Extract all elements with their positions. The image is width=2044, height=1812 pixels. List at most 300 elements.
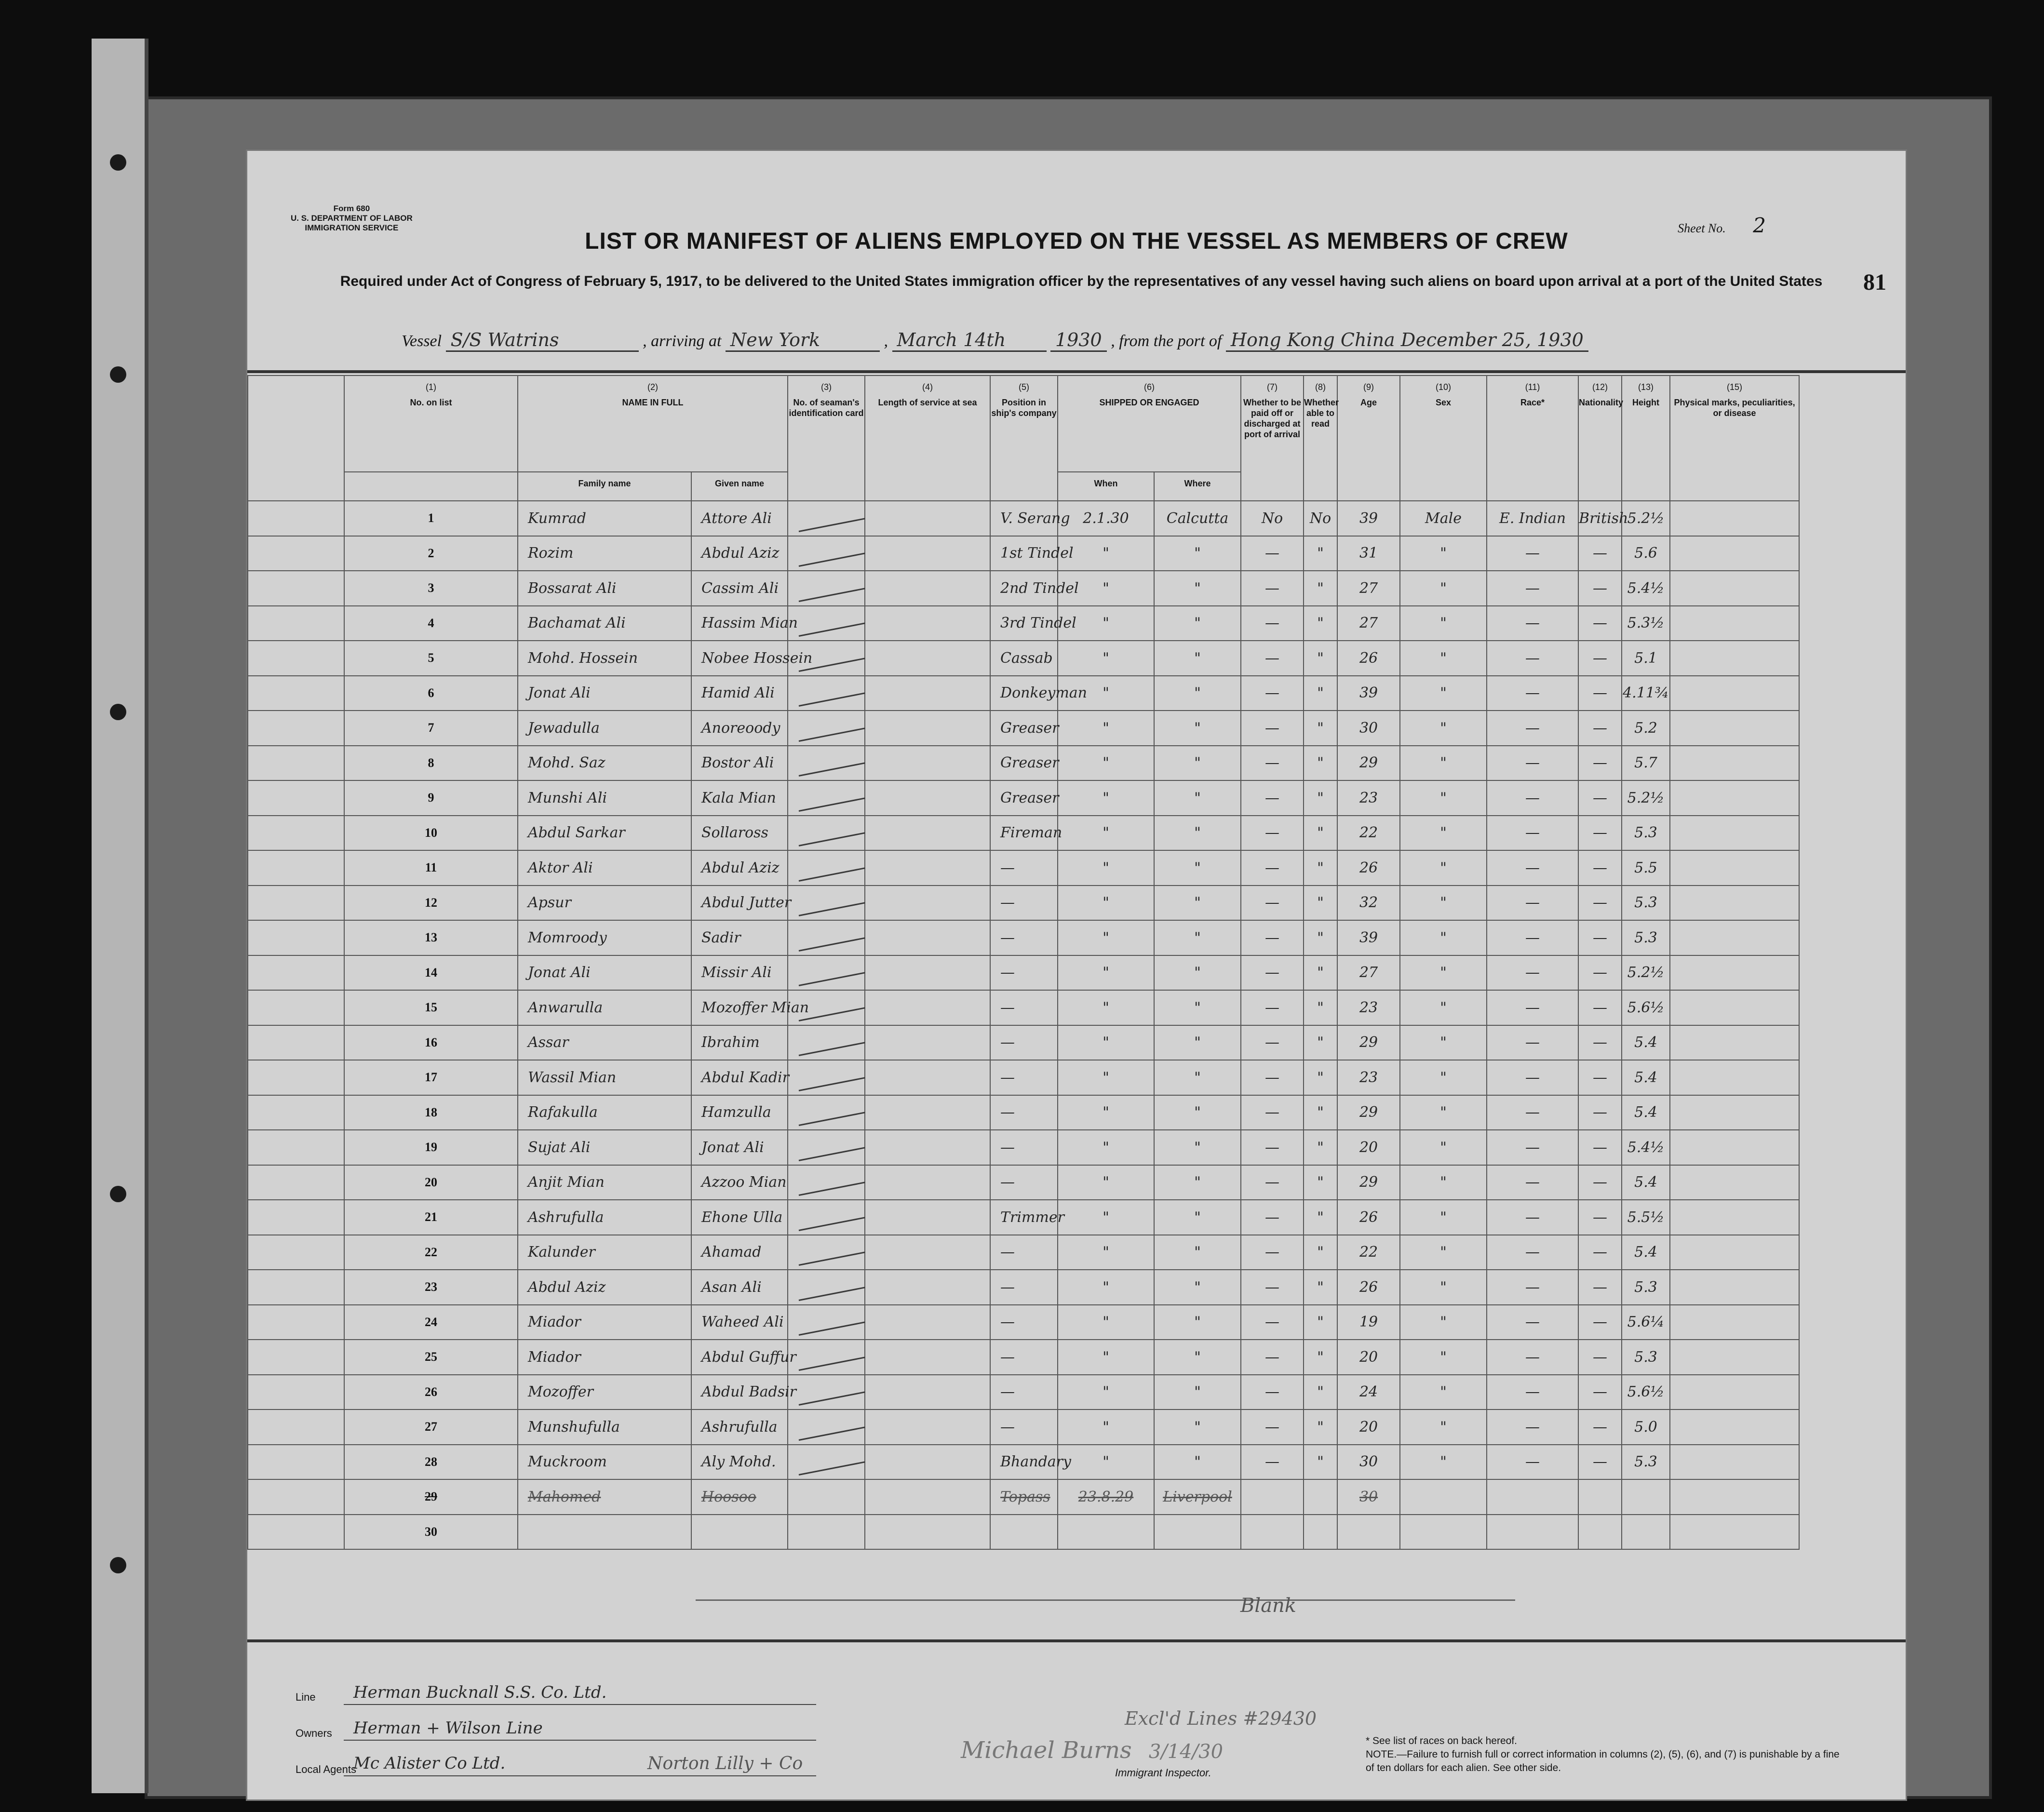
position: Bhandary [990, 1445, 1058, 1480]
shipped-where: " [1154, 1235, 1241, 1270]
height: 5.2½ [1622, 780, 1670, 816]
family-name [518, 1515, 691, 1550]
age: 26 [1337, 850, 1400, 886]
row-number: 25 [344, 1340, 518, 1375]
shipped-where: " [1154, 955, 1241, 991]
shipped-where: " [1154, 886, 1241, 921]
physical-marks [1670, 711, 1799, 746]
shipped-when: " [1058, 1025, 1154, 1060]
given-name: Missir Ali [691, 955, 788, 991]
nationality: — [1578, 1445, 1622, 1480]
able-to-read: " [1304, 886, 1337, 921]
paid-off: — [1241, 711, 1304, 746]
shipped-where: " [1154, 641, 1241, 676]
age: 31 [1337, 536, 1400, 571]
sex: " [1400, 850, 1487, 886]
shipped-when: " [1058, 746, 1154, 781]
footer-notes [1366, 1734, 1848, 1775]
race: — [1487, 1375, 1578, 1410]
family-name: Anwarulla [518, 990, 691, 1025]
able-to-read: " [1304, 1305, 1337, 1340]
age: 39 [1337, 676, 1400, 711]
paid-off: — [1241, 746, 1304, 781]
table-row [248, 886, 1799, 921]
table-row [248, 746, 1799, 781]
height: 5.4½ [1622, 571, 1670, 606]
given-name: Sadir [691, 920, 788, 955]
able-to-read: " [1304, 1130, 1337, 1165]
shipped-when: " [1058, 1060, 1154, 1095]
physical-marks [1670, 1235, 1799, 1270]
age: 23 [1337, 1060, 1400, 1095]
penciled-note: Excl'd Lines #29430 [1125, 1708, 1317, 1729]
margin-cell [248, 1515, 344, 1550]
row-number: 6 [344, 676, 518, 711]
race: — [1487, 1270, 1578, 1305]
given-name [691, 1515, 788, 1550]
able-to-read: " [1304, 990, 1337, 1025]
sex: " [1400, 1270, 1487, 1305]
table-row [248, 955, 1799, 991]
physical-marks [1670, 816, 1799, 851]
paid-off: — [1241, 850, 1304, 886]
age: 39 [1337, 920, 1400, 955]
shipped-where: " [1154, 1340, 1241, 1375]
physical-marks [1670, 1375, 1799, 1410]
sex: " [1400, 886, 1487, 921]
line-value: Herman Bucknall S.S. Co. Ltd. [353, 1683, 607, 1702]
position: — [990, 1305, 1058, 1340]
able-to-read: " [1304, 850, 1337, 886]
able-to-read [1304, 1479, 1337, 1515]
age: 20 [1337, 1409, 1400, 1445]
physical-marks [1670, 1130, 1799, 1165]
races-note: * See list of races on back hereof. [1366, 1735, 1518, 1746]
shipped-when: " [1058, 850, 1154, 886]
shipped-where: " [1154, 1305, 1241, 1340]
race: — [1487, 711, 1578, 746]
shipped-where: Liverpool [1154, 1479, 1241, 1515]
height: 5.2½ [1622, 955, 1670, 991]
family-name: Abdul Aziz [518, 1270, 691, 1305]
sex: " [1400, 1409, 1487, 1445]
row-number: 7 [344, 711, 518, 746]
arrival-year: 1930 [1050, 329, 1107, 352]
height: 5.3 [1622, 1270, 1670, 1305]
service-length [865, 536, 990, 571]
nationality: — [1578, 1375, 1622, 1410]
family-name: Munshi Ali [518, 780, 691, 816]
given-name: Hassim Mian [691, 606, 788, 641]
row-number: 24 [344, 1305, 518, 1340]
race: — [1487, 1305, 1578, 1340]
given-name: Ashrufulla [691, 1409, 788, 1445]
service-length [865, 1025, 990, 1060]
height: 5.5½ [1622, 1200, 1670, 1235]
physical-marks [1670, 606, 1799, 641]
physical-marks [1670, 1095, 1799, 1130]
physical-marks [1670, 1025, 1799, 1060]
margin-cell [248, 886, 344, 921]
sex: " [1400, 1235, 1487, 1270]
family-name: Rozim [518, 536, 691, 571]
given-name: Attore Ali [691, 501, 788, 536]
nationality: — [1578, 920, 1622, 955]
physical-marks [1670, 1200, 1799, 1235]
service-length [865, 990, 990, 1025]
sex: " [1400, 1095, 1487, 1130]
service-length [865, 1305, 990, 1340]
service-length [865, 606, 990, 641]
physical-marks [1670, 1340, 1799, 1375]
shipped-when: " [1058, 1200, 1154, 1235]
given-name: Hamzulla [691, 1095, 788, 1130]
table-row [248, 780, 1799, 816]
margin-cell [248, 1130, 344, 1165]
nationality: — [1578, 816, 1622, 851]
position: — [990, 1095, 1058, 1130]
row-number: 12 [344, 886, 518, 921]
shipped-where: " [1154, 1095, 1241, 1130]
sex: " [1400, 1305, 1487, 1340]
position: Fireman [990, 816, 1058, 851]
nationality: — [1578, 746, 1622, 781]
height: 5.5 [1622, 850, 1670, 886]
footer-rule [247, 1639, 1906, 1642]
physical-marks [1670, 676, 1799, 711]
shipped-when: " [1058, 886, 1154, 921]
shipped-when: " [1058, 1235, 1154, 1270]
shipped-when: " [1058, 816, 1154, 851]
able-to-read: " [1304, 1095, 1337, 1130]
table-row [248, 1515, 1799, 1550]
table-row [248, 1130, 1799, 1165]
position: Cassab [990, 641, 1058, 676]
table-row [248, 1445, 1799, 1480]
race: — [1487, 1235, 1578, 1270]
paid-off: — [1241, 571, 1304, 606]
physical-marks [1670, 920, 1799, 955]
nationality: — [1578, 1340, 1622, 1375]
table-row [248, 1305, 1799, 1340]
col-where: Where [1154, 472, 1241, 501]
service-length [865, 1095, 990, 1130]
height: 5.6½ [1622, 990, 1670, 1025]
arriving-label: , arriving at [643, 332, 722, 350]
sex: " [1400, 780, 1487, 816]
col-id-card: (3) No. of seaman's identification card [788, 376, 865, 501]
given-name: Waheed Ali [691, 1305, 788, 1340]
shipped-where: " [1154, 1200, 1241, 1235]
margin-cell [248, 1445, 344, 1480]
race [1487, 1515, 1578, 1550]
shipped-when [1058, 1515, 1154, 1550]
paid-off: — [1241, 1235, 1304, 1270]
age: 29 [1337, 1095, 1400, 1130]
sex: " [1400, 920, 1487, 955]
physical-marks [1670, 1445, 1799, 1480]
given-name: Anoreoody [691, 711, 788, 746]
paid-off: — [1241, 1375, 1304, 1410]
line-underline [344, 1704, 816, 1705]
margin-cell [248, 780, 344, 816]
sex: Male [1400, 501, 1487, 536]
race: — [1487, 886, 1578, 921]
nationality: — [1578, 641, 1622, 676]
height: 5.3 [1622, 1340, 1670, 1375]
service-length [865, 1515, 990, 1550]
col-height: (13) Height [1622, 376, 1670, 501]
sex: " [1400, 1340, 1487, 1375]
col-physical-marks: (15) Physical marks, peculiarities, or disease [1670, 376, 1799, 501]
race: — [1487, 780, 1578, 816]
service-length [865, 746, 990, 781]
shipped-when: " [1058, 1340, 1154, 1375]
shipped-when: 2.1.30 [1058, 501, 1154, 536]
family-name: Jonat Ali [518, 955, 691, 991]
given-name: Abdul Guffur [691, 1340, 788, 1375]
nationality: — [1578, 711, 1622, 746]
family-name: Bachamat Ali [518, 606, 691, 641]
nationality: — [1578, 990, 1622, 1025]
margin-cell [248, 606, 344, 641]
col-paid-off: (7) Whether to be paid off or discharged at port of arrival [1241, 376, 1304, 501]
given-name: Abdul Kadir [691, 1060, 788, 1095]
height: 5.7 [1622, 746, 1670, 781]
service-length [865, 816, 990, 851]
margin-cell [248, 1025, 344, 1060]
height: 5.6 [1622, 536, 1670, 571]
sex: " [1400, 816, 1487, 851]
binder-hole [110, 1557, 126, 1573]
age: 30 [1337, 1479, 1400, 1515]
nationality: — [1578, 1095, 1622, 1130]
table-row [248, 1200, 1799, 1235]
service-length [865, 920, 990, 955]
position: — [990, 1025, 1058, 1060]
arrival-date: March 14th [892, 329, 1047, 352]
family-name: Mozoffer [518, 1375, 691, 1410]
family-name: Mohd. Saz [518, 746, 691, 781]
sex: " [1400, 1445, 1487, 1480]
paid-off: — [1241, 1305, 1304, 1340]
able-to-read: " [1304, 571, 1337, 606]
age: 26 [1337, 641, 1400, 676]
row-number: 1 [344, 501, 518, 536]
table-row [248, 1165, 1799, 1200]
height: 5.3 [1622, 816, 1670, 851]
family-name: Momroody [518, 920, 691, 955]
race: — [1487, 1025, 1578, 1060]
col-family-name: Family name [518, 472, 691, 501]
age: 26 [1337, 1270, 1400, 1305]
service-length [865, 955, 990, 991]
paid-off: — [1241, 641, 1304, 676]
nationality [1578, 1479, 1622, 1515]
row-number: 23 [344, 1270, 518, 1305]
shipped-where: " [1154, 780, 1241, 816]
position: — [990, 1409, 1058, 1445]
given-name: Bostor Ali [691, 746, 788, 781]
position: Greaser [990, 780, 1058, 816]
able-to-read: " [1304, 920, 1337, 955]
row-number: 18 [344, 1095, 518, 1130]
table-row [248, 571, 1799, 606]
race: — [1487, 1340, 1578, 1375]
race: — [1487, 1409, 1578, 1445]
margin-cell [248, 990, 344, 1025]
service-length [865, 571, 990, 606]
nationality: — [1578, 676, 1622, 711]
sex [1400, 1479, 1487, 1515]
service-length [865, 780, 990, 816]
family-name: Apsur [518, 886, 691, 921]
paid-off: — [1241, 1165, 1304, 1200]
sheet-number-value: 2 [1753, 214, 1766, 237]
nationality: — [1578, 1270, 1622, 1305]
sex: " [1400, 1165, 1487, 1200]
physical-marks [1670, 1060, 1799, 1095]
paid-off: — [1241, 536, 1304, 571]
race: — [1487, 1445, 1578, 1480]
paid-off: — [1241, 1130, 1304, 1165]
table-row [248, 606, 1799, 641]
nationality: British [1578, 501, 1622, 536]
service-length [865, 1375, 990, 1410]
col-shipped: (6) SHIPPED OR ENGAGED [1058, 376, 1241, 472]
race: — [1487, 920, 1578, 955]
table-row [248, 711, 1799, 746]
page-number: 81 [1863, 269, 1886, 295]
nationality: — [1578, 1305, 1622, 1340]
shipped-when: " [1058, 1270, 1154, 1305]
age: 24 [1337, 1375, 1400, 1410]
height: 5.4 [1622, 1060, 1670, 1095]
paid-off: — [1241, 990, 1304, 1025]
able-to-read: " [1304, 676, 1337, 711]
physical-marks [1670, 1305, 1799, 1340]
margin-cell [248, 501, 344, 536]
blank-note: Blank [1240, 1595, 1297, 1617]
position [990, 1515, 1058, 1550]
row-number: 10 [344, 816, 518, 851]
given-name: Jonat Ali [691, 1130, 788, 1165]
race: — [1487, 816, 1578, 851]
height: 5.3 [1622, 1445, 1670, 1480]
physical-marks [1670, 955, 1799, 991]
service-length [865, 711, 990, 746]
col-service: (4) Length of service at sea [865, 376, 990, 501]
position: Greaser [990, 746, 1058, 781]
margin-cell [248, 571, 344, 606]
sex: " [1400, 536, 1487, 571]
table-row [248, 1375, 1799, 1410]
race: — [1487, 641, 1578, 676]
height: 5.6¼ [1622, 1305, 1670, 1340]
race: — [1487, 990, 1578, 1025]
shipped-where: " [1154, 536, 1241, 571]
height [1622, 1515, 1670, 1550]
able-to-read: " [1304, 1340, 1337, 1375]
position: — [990, 1375, 1058, 1410]
paid-off [1241, 1515, 1304, 1550]
age: 30 [1337, 711, 1400, 746]
family-name: Wassil Mian [518, 1060, 691, 1095]
position: — [990, 1235, 1058, 1270]
position: 1st Tindel [990, 536, 1058, 571]
given-name: Abdul Aziz [691, 850, 788, 886]
shipped-when: " [1058, 641, 1154, 676]
row-number: 30 [344, 1515, 518, 1550]
row-number: 19 [344, 1130, 518, 1165]
race: — [1487, 1165, 1578, 1200]
position: Greaser [990, 711, 1058, 746]
service-length [865, 501, 990, 536]
inspector-label: Immigrant Inspector. [1115, 1767, 1211, 1779]
table-row [248, 1095, 1799, 1130]
table-row [248, 850, 1799, 886]
family-name: Rafakulla [518, 1095, 691, 1130]
given-name: Abdul Badsir [691, 1375, 788, 1410]
sex: " [1400, 606, 1487, 641]
race: — [1487, 606, 1578, 641]
manifest-sheet [246, 149, 1907, 1801]
shipped-where: " [1154, 990, 1241, 1025]
position: 2nd Tindel [990, 571, 1058, 606]
physical-marks [1670, 850, 1799, 886]
paid-off: — [1241, 920, 1304, 955]
age: 22 [1337, 1235, 1400, 1270]
margin-cell [248, 711, 344, 746]
margin-cell [248, 1165, 344, 1200]
shipped-where: " [1154, 746, 1241, 781]
paid-off: No [1241, 501, 1304, 536]
family-name: Sujat Ali [518, 1130, 691, 1165]
col-age: (9) Age [1337, 376, 1400, 501]
shipped-where: " [1154, 1409, 1241, 1445]
shipped-where: " [1154, 1375, 1241, 1410]
family-name: Aktor Ali [518, 850, 691, 886]
inspector-date: 3/14/30 [1148, 1741, 1224, 1763]
service-length [865, 1479, 990, 1515]
age: 26 [1337, 1200, 1400, 1235]
margin-cell [248, 746, 344, 781]
physical-marks [1670, 1515, 1799, 1550]
table-row [248, 676, 1799, 711]
given-name: Aly Mohd. [691, 1445, 788, 1480]
able-to-read: " [1304, 641, 1337, 676]
age: 27 [1337, 955, 1400, 991]
family-name: Assar [518, 1025, 691, 1060]
table-row [248, 1235, 1799, 1270]
col-position: (5) Position in ship's company [990, 376, 1058, 501]
col-read: (8) Whether able to read [1304, 376, 1337, 501]
able-to-read: " [1304, 1270, 1337, 1305]
row-number: 27 [344, 1409, 518, 1445]
table-row [248, 816, 1799, 851]
row-number: 13 [344, 920, 518, 955]
col-race: (11) Race* [1487, 376, 1578, 501]
binder-hole [110, 366, 126, 383]
shipped-when: " [1058, 920, 1154, 955]
nationality [1578, 1515, 1622, 1550]
table-row [248, 501, 1799, 536]
row-number: 4 [344, 606, 518, 641]
shipped-where: " [1154, 1270, 1241, 1305]
binder-hole [110, 704, 126, 720]
family-name: Mahomed [518, 1479, 691, 1515]
age: 27 [1337, 606, 1400, 641]
